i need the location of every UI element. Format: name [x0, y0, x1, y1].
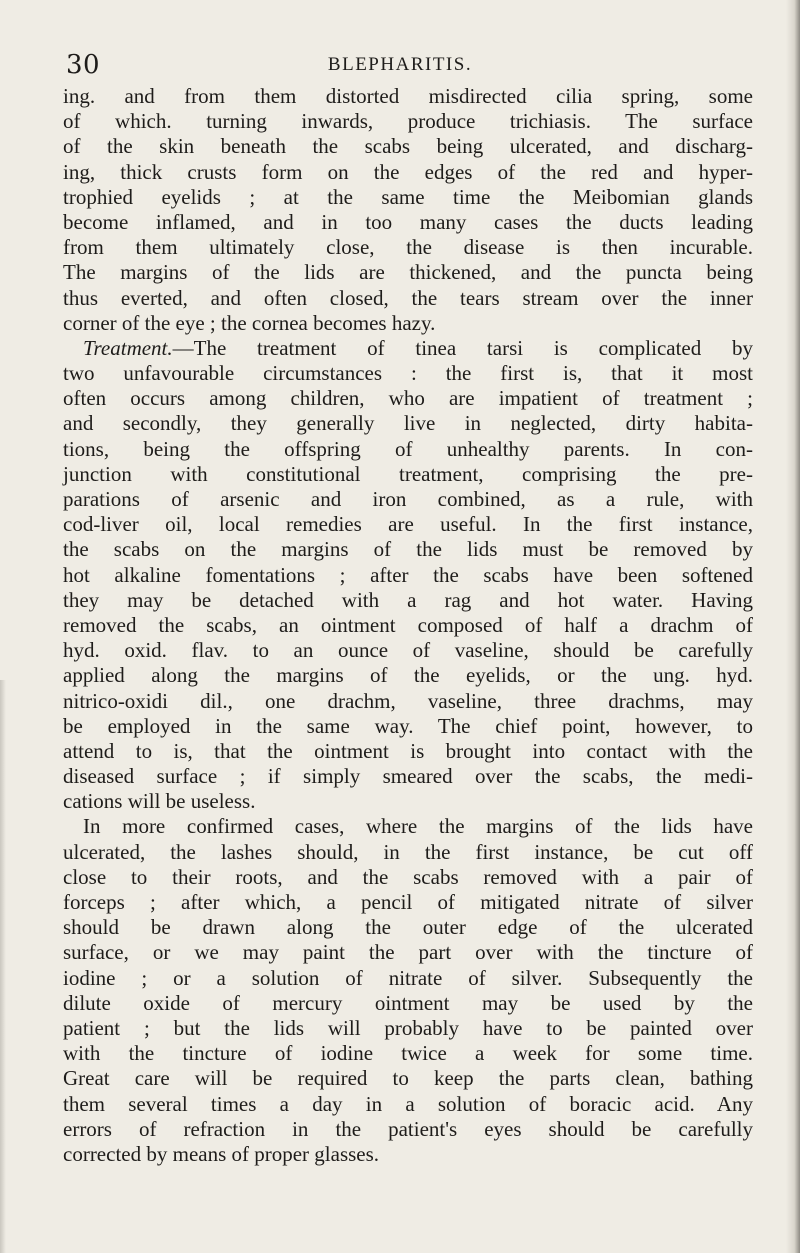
- text-line: ulcerated, the lashes should, in the first instance, be cut off: [63, 839, 753, 864]
- text-line: become inflamed, and in too many cases the ducts leading: [63, 209, 753, 234]
- text-line: cations will be useless.: [63, 789, 256, 814]
- text-line: [63, 336, 753, 361]
- page-number: 30: [66, 50, 101, 80]
- text-line: patient ; but the lids will probably have to be painted over: [63, 1015, 753, 1040]
- text-line: parations of arsenic and iron combined, as a rule, with: [63, 487, 753, 511]
- text-line: with the tincture of iodine twice a week for some time.: [63, 1041, 753, 1066]
- text-line: often occurs among children, who are impatient of treatment ;: [63, 386, 753, 411]
- text-line: applied along the margins of the eyelids, or the ung. hyd.: [63, 663, 753, 688]
- page-edge-shadow-right: [786, 0, 800, 1253]
- text-line: and secondly, they generally live in neglected, dirty habita-: [63, 411, 753, 436]
- text-line: from them ultimately close, the disease is then incurable.: [63, 235, 753, 260]
- text-line: In more confirmed cases, where the margins of the lids have: [83, 814, 753, 839]
- text-line: hyd. oxid. flav. to an ounce of vaseline, should be carefully: [63, 638, 753, 663]
- text-line: dilute oxide of mercury ointment may be used by the: [63, 990, 753, 1015]
- text-line: Great care will be required to keep the parts clean, bathing: [63, 1066, 753, 1091]
- text-line: nitrico-oxidi dil., one drachm, vaseline, three drachms, may: [63, 688, 753, 713]
- text-line: thus everted, and often closed, the tears stream over the inner: [63, 285, 753, 310]
- text-line: junction with constitutional treatment, comprising the pre-: [63, 461, 753, 486]
- page-edge-shadow-left: [0, 680, 6, 1253]
- body-text: [63, 84, 753, 1167]
- text-line: corner of the eye ; the cornea becomes hazy.: [63, 310, 436, 335]
- heading-line-rest: —The treatment of tinea tarsi is complicated by: [172, 335, 753, 360]
- text-line: should be drawn along the outer edge of the ulcerated: [63, 915, 753, 940]
- text-line: trophied eyelids ; at the same time the Meibomian glands: [63, 184, 753, 209]
- text-line: forceps ; after which, a pencil of mitigated nitrate of silver: [63, 890, 753, 914]
- text-line: ing, thick crusts form on the edges of the red and hyper-: [63, 159, 753, 184]
- text-line: close to their roots, and the scabs removed with a pair of: [63, 864, 753, 889]
- text-line: they may be detached with a rag and hot water. Having: [63, 587, 753, 612]
- text-line: them several times a day in a solution of boracic acid. Any: [63, 1091, 753, 1116]
- text-line: surface, or we may paint the part over with the tincture of: [63, 940, 753, 965]
- text-line: errors of refraction in the patient's eyes should be carefully: [63, 1116, 753, 1141]
- section-heading-treatment: Treatment.: [83, 335, 173, 360]
- text-line: diseased surface ; if simply smeared over the scabs, the medi-: [63, 764, 753, 789]
- text-line: of the skin beneath the scabs being ulcerated, and discharg-: [63, 134, 753, 159]
- text-line: two unfavourable circumstances : the first is, that it most: [63, 361, 753, 386]
- text-line: hot alkaline fomentations ; after the scabs have been softened: [63, 562, 753, 587]
- text-line: cod-liver oil, local remedies are useful. In the first instance,: [63, 512, 753, 537]
- paragraph-treatment: [63, 336, 753, 815]
- paragraph-confirmed-cases: [63, 814, 753, 1167]
- text-line: attend to is, that the ointment is brought into contact with the: [63, 738, 753, 763]
- running-head: [0, 50, 800, 80]
- paragraph-continuation: [63, 84, 753, 336]
- text-line: ing. and from them distorted misdirected cilia spring, some: [63, 84, 753, 108]
- text-line: removed the scabs, an ointment composed of half a drachm of: [63, 612, 753, 637]
- text-line: be employed in the same way. The chief point, however, to: [63, 713, 753, 738]
- text-line: iodine ; or a solution of nitrate of silver. Subsequently the: [63, 965, 753, 990]
- text-line: corrected by means of proper glasses.: [63, 1141, 380, 1166]
- text-line: the scabs on the margins of the lids must be removed by: [63, 537, 753, 562]
- text-line: tions, being the offspring of unhealthy parents. In con-: [63, 436, 753, 461]
- text-line: of which. turning inwards, produce trichiasis. The surface: [63, 109, 753, 134]
- running-title: BLEPHARITIS.: [327, 54, 473, 75]
- text-line: The margins of the lids are thickened, and the puncta being: [63, 260, 753, 285]
